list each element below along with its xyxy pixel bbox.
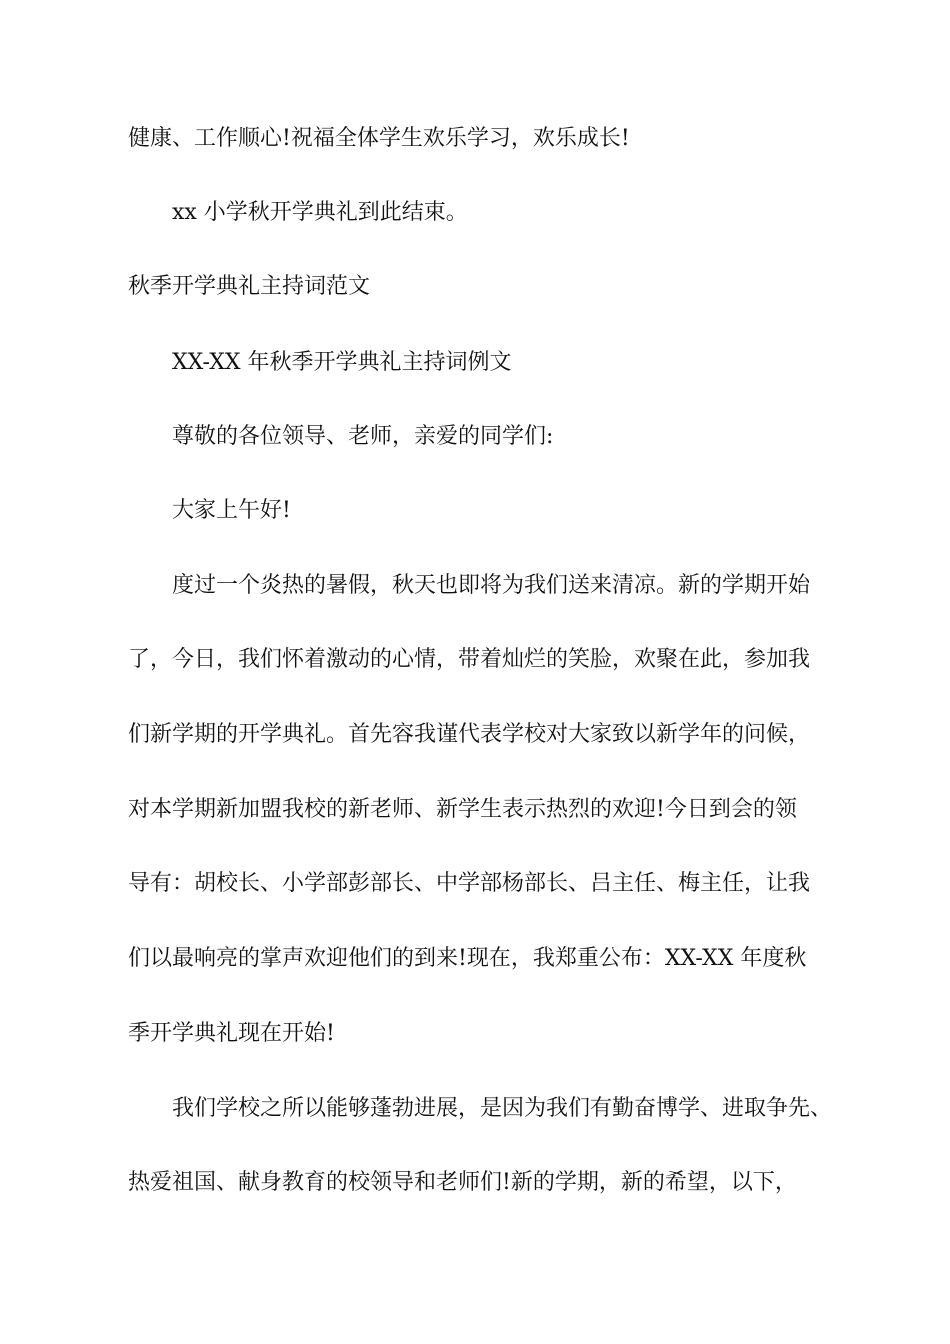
paragraph-line: 了，今日，我们怀着激动的心情，带着灿烂的笑脸，欢聚在此，参加我: [128, 647, 811, 672]
paragraph-line: 对本学期新加盟我校的新老师、新学生表示热烈的欢迎!今日到会的领: [128, 797, 797, 822]
paragraph-line: 导有：胡校长、小学部彭部长、中学部杨部长、吕主任、梅主任，让我: [128, 871, 811, 896]
paragraph-line: 季开学典礼现在开始!: [128, 1021, 335, 1046]
greeting-line: 大家上午好!: [172, 498, 291, 523]
text-line: 健康、工作顺心!祝福全体学生欢乐学习，欢乐成长!: [128, 126, 630, 151]
greeting-line: 尊敬的各位领导、老师，亲爱的同学们:: [172, 424, 554, 449]
paragraph-line: 们新学期的开学典礼。首先容我谨代表学校对大家致以新学年的问候，: [128, 722, 811, 747]
subtitle-line: XX-XX 年秋季开学典礼主持词例文: [172, 350, 512, 375]
paragraph-line: 们以最响亮的掌声欢迎他们的到来!现在，我郑重公布：XX-XX 年度秋: [128, 946, 807, 971]
paragraph-line: 我们学校之所以能够蓬勃进展，是因为我们有勤奋博学、进取争先、: [172, 1096, 833, 1121]
section-heading: 秋季开学典礼主持词范文: [128, 274, 371, 299]
text-line: xx 小学秋开学典礼到此结束。: [172, 200, 468, 225]
paragraph-line: 热爱祖国、献身教育的校领导和老师们!新的学期，新的希望，以下，: [128, 1170, 797, 1195]
paragraph-line: 度过一个炎热的暑假，秋天也即将为我们送来清凉。新的学期开始: [172, 573, 811, 598]
